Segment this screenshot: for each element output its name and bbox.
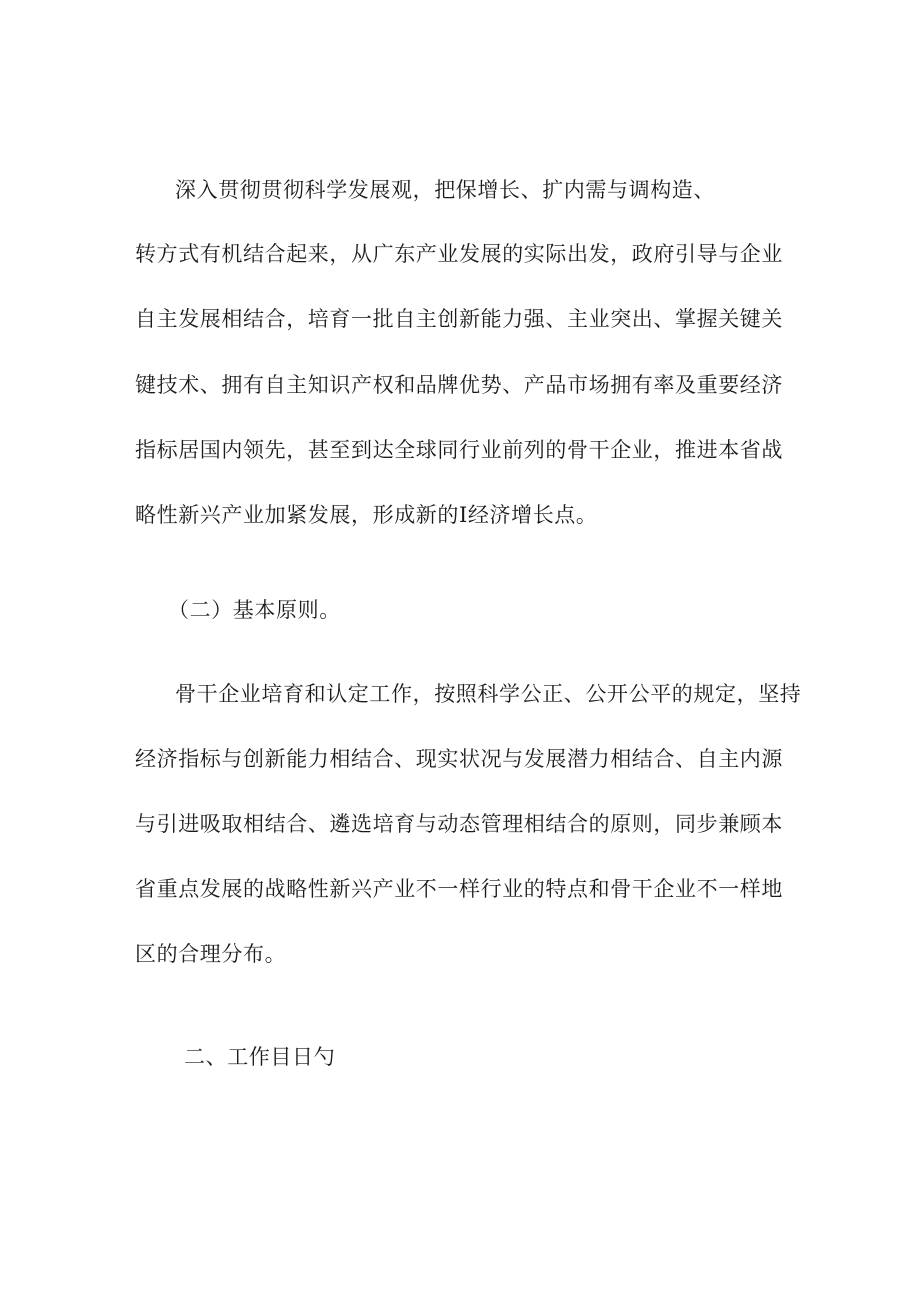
- paragraph1-line-2: 转方式有机结合起来，从广东产业发展的实际出发，政府引导与企业: [135, 242, 783, 266]
- paragraph2-line-4: 省重点发展的战略性新兴产业不一样行业的特点和骨干企业不一样地: [135, 877, 783, 901]
- paragraph1-line-1: 深入贯彻贯彻科学发展观，把保增长、扩内需与调构造、: [175, 178, 715, 202]
- paragraph1-line-6: 略性新兴产业加紧发展，形成新的Ⅰ经济增长点。: [135, 503, 598, 527]
- paragraph2-line-2: 经济指标与创新能力相结合、现实状况与发展潜力相结合、自主内源: [135, 747, 783, 771]
- paragraph1-line-3: 自主发展相结合，培育一批自主创新能力强、主业突出、掌握关键关: [135, 307, 783, 331]
- section-heading-work-goals: 二、工作目日勺: [184, 1045, 336, 1069]
- subheading-basic-principles: （二）基本原则。: [168, 598, 341, 622]
- paragraph1-line-4: 键技术、拥有自主知识产权和品牌优势、产品市场拥有率及重要经济: [135, 373, 783, 397]
- paragraph2-line-5: 区的合理分布。: [135, 942, 287, 966]
- paragraph2-line-1: 骨干企业培育和认定工作，按照科学公正、公开公平的规定，坚持: [175, 682, 802, 706]
- paragraph2-line-3: 与引进吸取相结合、遴选培育与动态管理相结合的原则，同步兼顾本: [135, 812, 783, 836]
- paragraph1-line-5: 指标居国内领先，甚至到达全球同行业前列的骨干企业，推进本省战: [135, 438, 783, 462]
